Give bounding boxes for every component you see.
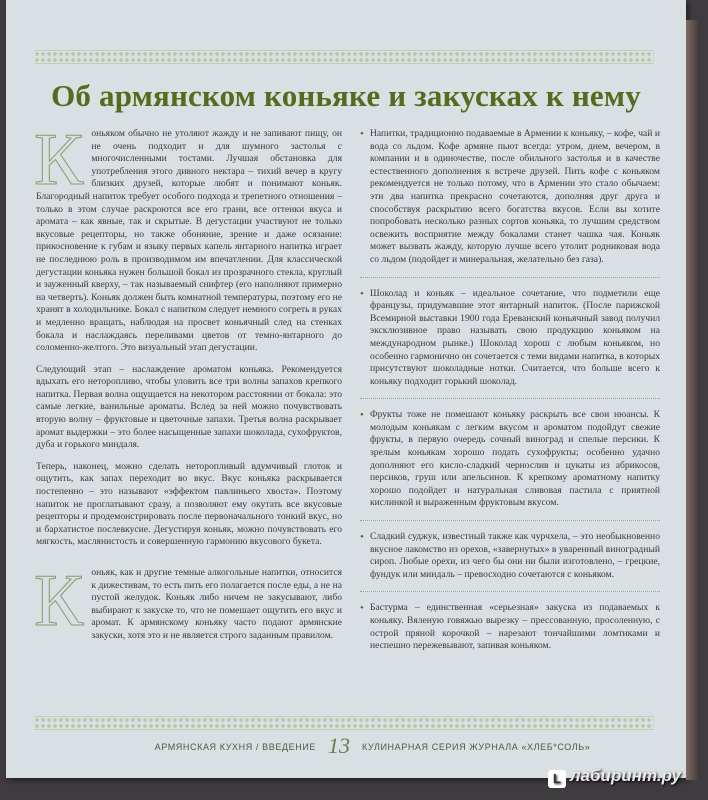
paragraph-taste: Теперь, наконец, можно сделать неторопливый вдумчивый глоток и ощутить, как запах переходит во вкус. Вкус коньяка раскрывается постепенно – это называют «эффектом павлиньего хвоста». Поэтому напиток не проглатывают сразу, а позволяют ему окутать все вкусовые рецепторы и продемонстрировать после первоначального тонкий вкус, но и бархатистое послевкусие. Дегустируя коньяк, можно почувствовать его мягкость, маслянистость и совершенную гармонию вкусового букета. <box>36 460 342 548</box>
dropcap-letter: К <box>34 119 84 201</box>
bullet-icon: • <box>360 602 364 615</box>
left-column <box>34 119 342 652</box>
bottom-ornament-border <box>34 716 654 730</box>
divider <box>360 591 660 592</box>
list-item-text: Сладкий суджук, известный также как чурчхела, – это необыкновенно вкусное лакомство из орехов, «завернутых» в уваренный виноградный сироп. Любые орехи, из чего бы они ни были изготовлено, – грецкие, фундук или миндаль – превосходно сочетаются с коньяком. <box>370 531 660 580</box>
bullet-icon: • <box>360 128 364 140</box>
paragraph-intro-text: оньяком обычно не утоляют жажду и не запивают пищу, он не очень подходит и для шумного застолья с многочисленными тостами. Лучшая обстановка для употребления этого дивного нектара – тихий вечер в кругу близких друзей, которые любят и понимают коньяк. Благородный напиток требует особого подхода и трепетного отношения – только в этом случае раскроются все его грани, все оттенки вкуса и аромата – как явные, так и скрытые. В дегустации участвуют не только вкусовые рецепторы, но также обоняние, зрение и даже осязание: прикосновение к губам и языку первых капель янтарного напитка играет не последнюю роль в производимом им впечатлении. Для классической дегустации коньяка нужен большой бокал из прозрачного стекла, круглый и зауженный кверху, – так называемый снифтер (его наполняют примерно на четверть). Коньяк должен быть комнатной температуры, поэтому его не хранят в холодильнике. Бокал с напитком следует немного согреть в руках и медленно вращать, наблюдая на просвет коньячный след на стенках бокала и наслаждаясь переливами цветов от темно-янтарного до соломенно-желтого. Это визуальный этап дегустации. <box>36 128 342 354</box>
dropcap-letter-second: К <box>34 560 84 642</box>
page-footer <box>6 733 686 760</box>
right-column <box>360 128 660 663</box>
footer-section-label: АРМЯНСКАЯ КУХНЯ / ВВЕДЕНИЕ <box>154 742 316 752</box>
divider <box>360 398 660 399</box>
bullet-icon: • <box>360 531 364 544</box>
divider <box>360 520 660 521</box>
list-item-fruits <box>360 409 660 510</box>
bullet-icon: • <box>360 287 364 300</box>
list-item-text: Шоколад и коньяк – идеальное сочетание, что подметили еще французы, придумавшие этот янтарный напиток. (После парижской Всемирной выставки 1900 года Ереванский коньячный завод получил эксклюзивное право называть свою продукцию коньяком на международном рынке.) Шоколад хорош с любым коньяком, но особенно гармонично он сочетается с теми видами напитка, в которых присутствуют шоколадные нотки. Считается, что больше всего к коньяку подходит горький шоколад. <box>370 287 660 387</box>
paragraph-digestif <box>34 560 342 643</box>
list-item-text: Напитки, традиционно подаваемые в Армении к коньяку, – кофе, чай и вода со льдом. Кофе армяне пьют всегда: утром, днем, вечером, в компании и в одиночестве, после обильного застолья и в качестве естественного дополнения к встрече друзей. Пить кофе с коньяком рекомендуется не только потому, что в Армении это стало обычаем: эти два напитка прекрасно сочетаются, дополняя друг друга и способствуя раскрытию всего богатства вкусов. Если вы хотите попробовать несколько разных сортов коньяка, то лучшим средством освежить восприятие между бокалами станет чашка чая. Коньяк может вызвать жажду, которую лучше всего утолит родниковая вода со льдом (подойдет и минеральная, желательно без газа). <box>370 128 660 265</box>
list-item-text: Фрукты тоже не помешают коньяку раскрыть все свои нюансы. К молодым коньякам с легким вкусом и ароматом подойдут свежие фрукты, в первую очередь сочный виноград и спелые персики. К зрелым коньякам хорошо подать сухофрукты; особенно удачно дополняют его кисло-сладкий чернослив и цукаты из абрикосов, персиков, груш или апельсинов. К крепкому ароматному напитку хорошо подойдет и натуральная сливовая пастила с приятной кислинкой и выраженным фруктовым вкусом. <box>370 409 660 509</box>
watermark-text: лабиринт.ру <box>570 766 681 785</box>
book-edge <box>686 20 700 780</box>
book-page <box>6 0 686 778</box>
paragraph-digestif-text: оньяк, как и другие темные алкогольные напитки, относится к дижестивам, то есть пить его полагается после еды, а не на пустой желудок. Коньяк либо ничем не закусывают, либо выбирают к закуске то, что не помешает ощутить его вкус и аромат. К армянскому коньяку часто подают армянские закуски, хотя это и не является строго заданным правилом. <box>91 567 342 641</box>
footer-series-label: КУЛИНАРНАЯ СЕРИЯ ЖУРНАЛА «ХЛЕБ*СОЛЬ» <box>362 742 591 752</box>
list-item-chocolate <box>360 288 660 389</box>
watermark-logo <box>548 766 681 788</box>
list-item-sujuk <box>360 531 660 581</box>
paragraph-intro <box>34 119 342 355</box>
paragraph-aroma: Следующий этап – наслаждение ароматом коньяка. Рекомендуется вдыхать его неторопливо, чтобы уловить все три волны запахов крепкого напитка. Первая волна ощущается на некотором расстоянии от бокала: это самые легкие, ванильные ароматы. Вслед за ней можно почувствовать вторую волну – фруктовые и цветочные запахи. Третья волна раскрывает аромат выдержки – это более насыщенные запахи шоколада, сухофруктов, дуба и горького миндаля. <box>36 363 342 451</box>
page-title: Об армянском коньяке и закусках к нему <box>51 78 641 113</box>
divider <box>360 277 660 278</box>
list-item-drinks <box>360 128 660 267</box>
list-item-basturma <box>360 602 660 652</box>
bullet-icon: • <box>360 409 364 422</box>
labirint-logo-icon: L <box>548 770 566 788</box>
page-number: 13 <box>328 733 350 758</box>
list-item-text: Бастурма – единственная «серьезная» закуска из подаваемых к коньяку. Вяленую говяжью вырезку – прессованную, просоленную, с острой пряной корочкой – нарезают тончайшими ломтиками и неспешно пережевывают, запивая коньяком. <box>370 602 660 652</box>
top-ornament-border <box>34 50 654 64</box>
